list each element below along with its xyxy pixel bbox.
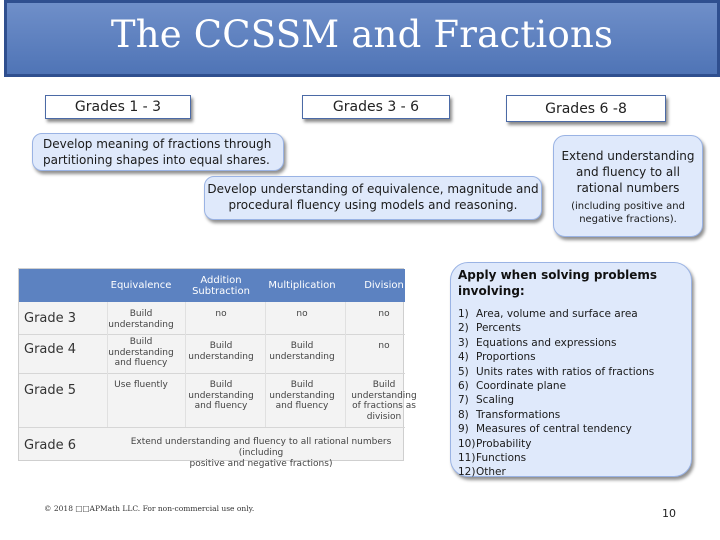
list-item: 4) Proportions [458,351,536,364]
row-label-grade-4: Grade 4 [24,342,77,357]
list-item: 3) Equations and expressions [458,336,617,349]
table-cell: Build understanding [188,341,254,362]
column-header-division: Division [364,280,404,291]
row-label-grade-5: Grade 5 [24,383,77,398]
table-cell: no [296,309,308,319]
list-item: 2) Percents [458,322,521,335]
grades-3-6-description [204,176,542,220]
description-line: rational numbers [576,181,680,195]
grade-label-3-6: Grades 3 - 6 [302,95,450,119]
table-cell: Build understanding and fluency [269,380,335,411]
list-item: 6) Coordinate plane [458,380,567,393]
grades-1-3-description [32,133,284,171]
table-cell: Build understanding of fractions as division [351,380,417,422]
description-note: (including positive and [571,201,685,212]
fractions-progression-table [18,268,417,469]
page-title: The CCSSM and Fractions [110,13,614,56]
grade-label-6-8: Grades 6 -8 [506,95,666,122]
apply-heading: Apply when solving problems [458,268,658,282]
grades-6-8-description [553,135,703,237]
description-line: partitioning shapes into equal shares. [43,153,270,167]
description-line: Extend understanding [561,149,695,163]
table-cell-grade-6-span: Extend understanding and fluency to all rational numbers (including positive and negative fractions) [130,437,392,469]
list-item: 8) Transformations [458,408,561,421]
table-cell: no [378,309,390,319]
column-header-addition-subtraction: Addition Subtraction [192,274,250,297]
description-line: Develop understanding of equivalence, magnitude and [207,182,539,196]
apply-problems-box [450,262,692,477]
page-number: 10 [662,507,676,520]
description-line: procedural fluency using models and reasoning. [228,198,518,212]
list-item: 5) Units rates with ratios of fractions [458,365,655,378]
list-item: 12)Other [458,466,506,479]
table-cell: Use fluently [114,380,168,390]
column-header-multiplication: Multiplication [268,280,336,291]
list-item: 7) Scaling [458,394,515,407]
table-cell: Build understanding [269,341,335,362]
title-banner [4,0,720,77]
row-label-grade-6: Grade 6 [24,438,77,453]
list-item: 1) Area, volume and surface area [458,308,638,320]
copyright-notice: © 2018 □□APMath LLC. For non-commercial use only. [44,504,255,513]
list-item: 9) Measures of central tendency [458,423,632,436]
description-line: and fluency to all [576,165,680,179]
table-cell: no [215,309,227,319]
grade-label-1-3: Grades 1 - 3 [45,95,191,119]
list-item: 11)Functions [458,452,527,465]
column-header-equivalence: Equivalence [110,280,172,291]
apply-heading: involving: [458,284,525,298]
table-cell: no [378,341,390,351]
table-cell: Build understanding and fluency [188,380,254,411]
description-note: negative fractions). [579,214,677,225]
list-item: 10)Probability [458,437,532,450]
table-cell: Build understanding [108,309,174,330]
table-cell: Build understanding and fluency [108,337,174,368]
description-line: Develop meaning of fractions through [43,137,272,151]
apply-list [458,307,691,480]
row-label-grade-3: Grade 3 [24,311,77,326]
